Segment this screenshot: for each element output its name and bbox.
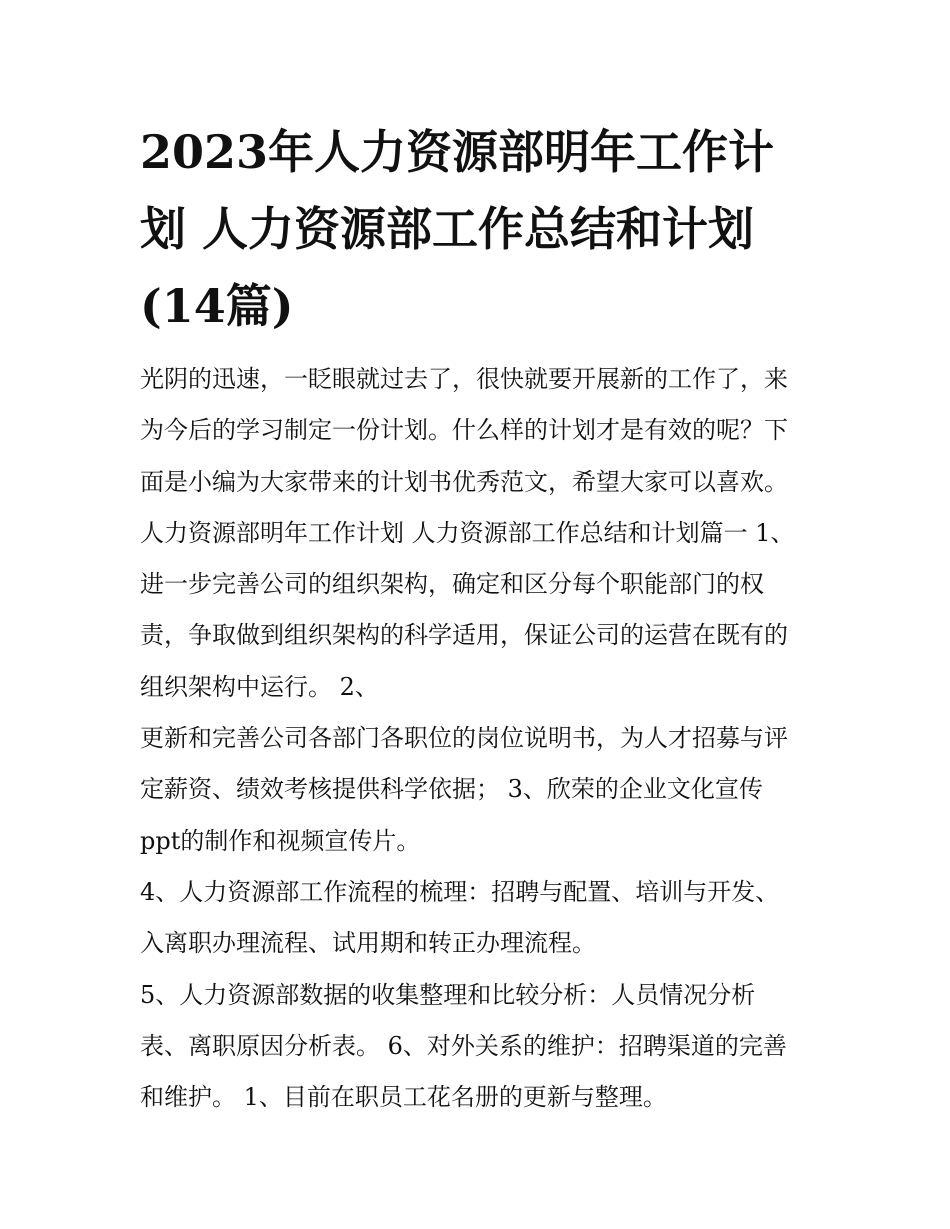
body-line: 和维护。 1、目前在职员工花名册的更新与整理。 bbox=[140, 1083, 667, 1112]
body-line: 面是小编为大家带来的计划书优秀范文，希望大家可以喜欢。 bbox=[140, 467, 788, 496]
body-line: 人力资源部明年工作计划 人力资源部工作总结和计划篇一 1、 bbox=[140, 518, 795, 547]
body-line: 进一步完善公司的组织架构，确定和区分每个职能部门的权 bbox=[140, 570, 764, 599]
title-line: (14篇) bbox=[140, 279, 294, 333]
body-line: 定薪资、绩效考核提供科学依据； 3、欣荣的企业文化宣传 bbox=[140, 775, 763, 804]
body-line: 4、人力资源部工作流程的梳理：招聘与配置、培训与开发、 bbox=[140, 877, 780, 906]
document-body bbox=[140, 354, 830, 1123]
title-line: 2023年人力资源部明年工作计 bbox=[140, 125, 775, 179]
title-line: 划 人力资源部工作总结和计划 bbox=[140, 202, 755, 256]
body-line: 表、离职原因分析表。 6、对外关系的维护：招聘渠道的完善 bbox=[140, 1031, 787, 1060]
document-title bbox=[140, 114, 820, 345]
body-line: 光阴的迅速，一眨眼就过去了，很快就要开展新的工作了，来 bbox=[140, 365, 788, 393]
body-line: 入离职办理流程、试用期和转正办理流程。 bbox=[140, 929, 596, 958]
body-line: 为今后的学习制定一份计划。什么样的计划才是有效的呢？下 bbox=[140, 416, 788, 445]
body-line: 5、人力资源部数据的收集整理和比较分析：人员情况分析 bbox=[140, 980, 756, 1009]
body-line: ppt的制作和视频宣传片。 bbox=[140, 826, 421, 855]
body-line: 组织架构中运行。 2、 bbox=[140, 672, 379, 701]
body-line: 责，争取做到组织架构的科学适用，保证公司的运营在既有的 bbox=[140, 621, 788, 650]
body-line: 更新和完善公司各部门各职位的岗位说明书，为人才招募与评 bbox=[140, 724, 788, 753]
